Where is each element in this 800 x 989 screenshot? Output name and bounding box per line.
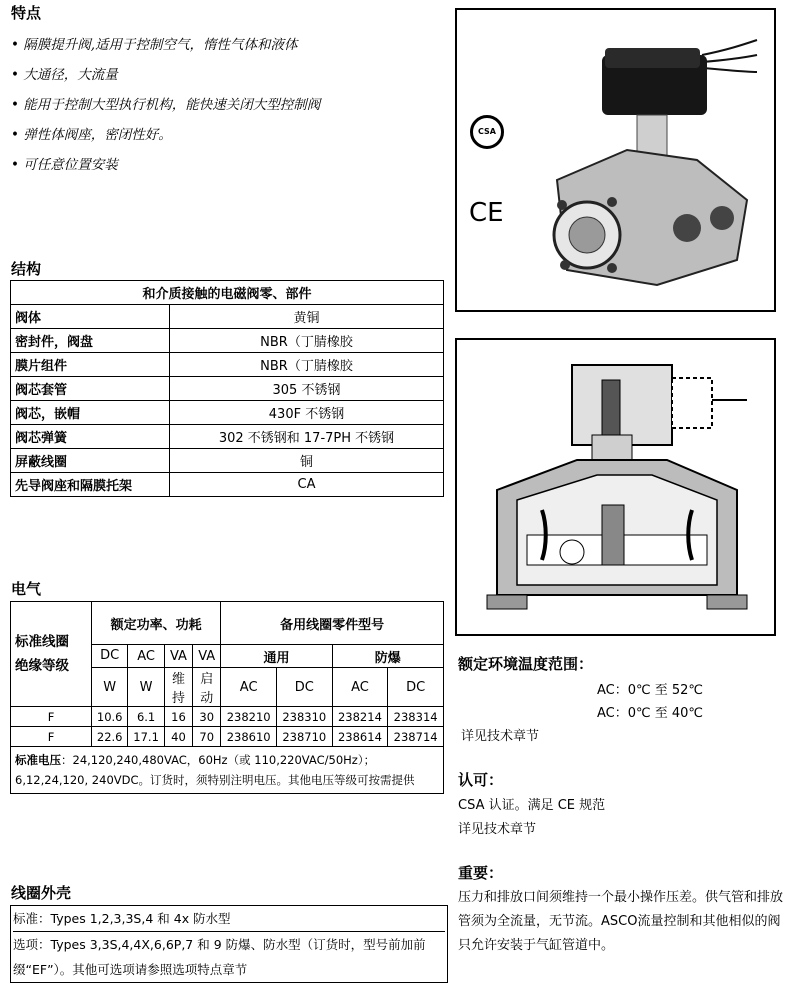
electrical-title: 电气	[11, 580, 42, 598]
ce-mark-icon: CE	[469, 198, 504, 228]
housing-title: 线圈外壳	[11, 884, 72, 902]
electrical-table: 标准线圈 绝缘等级 额定功率、功耗 备用线圈零件型号 DC AC VA VA 通用 防爆 W W 维持 启动 AC DC AC DC F 10.6 6.1 16 30 238210 238310 238214 238314 F 22.6 17.1 40 70 238610 238710 238614 238714 标准电压：24,120,240,480VAC，60Hz（或 110,220VAC/50Hz）；6,12,24,120, 240VDC。订货时，须特别注明电压。其他电压等级可按需提供	[10, 601, 444, 794]
temperature-line: AC：0℃ 至 40℃	[597, 706, 704, 721]
housing-option: 选项：Types 3,3S,4,4X,6,6P,7 和 9 防爆、防水型（订货时，型号前加前缀“EF”）。其他可选项请参照选项特点章节	[13, 931, 445, 982]
approval-title: 认可：	[458, 771, 504, 789]
table-row: 阀芯套管 305 不锈钢	[11, 377, 444, 401]
table-row: 先导阀座和隔膜托架 CA	[11, 473, 444, 497]
feature-item: • 弹性体阀座，密闭性好。	[11, 127, 172, 143]
feature-item: • 能用于控制大型执行机构，能快速关闭大型控制阀	[11, 97, 321, 113]
temperature-note: 详见技术章节	[461, 729, 540, 744]
structure-title: 结构	[11, 260, 42, 278]
housing-standard: 标准：Types 1,2,3,3S,4 和 4x 防水型	[13, 911, 231, 926]
features-title: 特点	[11, 4, 42, 22]
table-row: 阀体 黄铜	[11, 305, 444, 329]
temperature-line: AC：0℃ 至 52℃	[597, 683, 704, 698]
table-row: 阀芯，嵌帽 430F 不锈钢	[11, 401, 444, 425]
feature-item: • 大通径，大流量	[11, 67, 118, 83]
table-row: 屏蔽线圈 铜	[11, 449, 444, 473]
cross-section-diagram	[457, 340, 774, 634]
table-row: 密封件，阀盘 NBR（丁腈橡胶	[11, 329, 444, 353]
important-title: 重要：	[458, 864, 504, 882]
feature-item: • 可任意位置安装	[11, 157, 118, 173]
materials-table-header: 和介质接触的电磁阀零、部件	[11, 281, 444, 305]
table-row: F 10.6 6.1 16 30 238210 238310 238214 238314	[11, 707, 444, 727]
solenoid-valve-image	[457, 10, 774, 310]
table-row: 阀芯弹簧 302 不锈钢和 17-7PH 不锈钢	[11, 425, 444, 449]
approval-line: CSA 认证。满足 CE 规范	[458, 798, 606, 813]
product-photo-frame	[455, 8, 776, 312]
table-row: F 22.6 17.1 40 70 238610 238710 238614 238714	[11, 727, 444, 747]
standard-voltage-note: 标准电压：24,120,240,480VAC，60Hz（或 110,220VAC/50Hz）；6,12,24,120, 240VDC。订货时，须特别注明电压。其他电压等级可按需提供	[11, 747, 444, 794]
cross-section-frame	[455, 338, 776, 636]
feature-item: • 隔膜提升阀,适用于控制空气，惰性气体和液体	[11, 37, 298, 53]
housing-box	[10, 905, 448, 983]
materials-table	[10, 280, 444, 497]
approval-line: 详见技术章节	[458, 822, 537, 837]
table-row: 膜片组件 NBR（丁腈橡胶	[11, 353, 444, 377]
important-text: 压力和排放口间须维持一个最小操作压差。供气管和排放管须为全流量，无节流。ASCO流量控制和其他相似的阀只允许安装于气缸管道中。	[458, 890, 784, 953]
temperature-title: 额定环境温度范围：	[458, 655, 594, 673]
csa-mark-icon: CSA	[470, 115, 504, 149]
